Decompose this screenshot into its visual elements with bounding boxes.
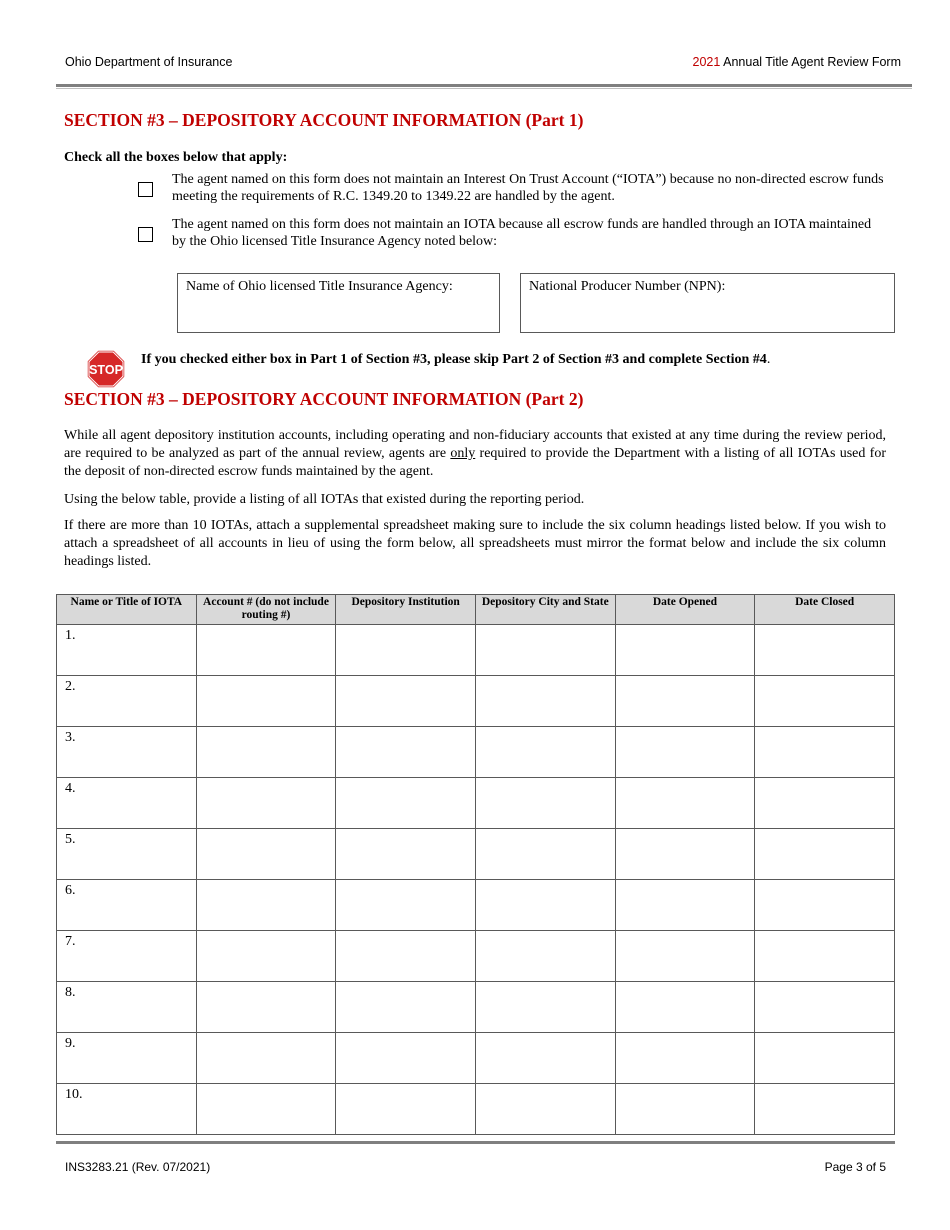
instructions-paragraph-1 <box>64 427 886 481</box>
cell-account[interactable] <box>196 829 336 880</box>
cell-city-state[interactable] <box>475 1084 615 1135</box>
section-part2-title: SECTION #3 – DEPOSITORY ACCOUNT INFORMATION (Part 2) <box>64 389 584 409</box>
cell-city-state[interactable] <box>475 880 615 931</box>
cell-date-opened[interactable] <box>615 1084 755 1135</box>
row-number: 8. <box>65 985 76 1000</box>
row-number: 7. <box>65 934 76 949</box>
col-header-date-closed: Date Closed <box>755 595 895 625</box>
cell-city-state[interactable] <box>475 829 615 880</box>
iota-table-body <box>57 625 895 1135</box>
cell-institution[interactable] <box>336 1084 476 1135</box>
cell-institution[interactable] <box>336 778 476 829</box>
row-number: 4. <box>65 781 76 796</box>
row-number: 3. <box>65 730 76 745</box>
para1-after: required to provide the Department with a listing of all IOTAs used for the deposit of non-directed escrow funds maintained by the agent. <box>64 446 886 479</box>
header-form-title <box>693 55 901 69</box>
cell-institution[interactable] <box>336 1033 476 1084</box>
col-header-date-opened: Date Opened <box>615 595 755 625</box>
table-row <box>57 880 895 931</box>
stop-notice <box>141 352 770 368</box>
cell-date-closed[interactable] <box>755 982 895 1033</box>
table-row <box>57 676 895 727</box>
no-iota-checkbox[interactable] <box>138 182 153 197</box>
instructions-paragraph-3: If there are more than 10 IOTAs, attach a supplemental spreadsheet making sure to include the six column headings listed below. If you wish to attach a spreadsheet of all accounts in lieu of using the form below, all spreadsheets must mirror the format below and include the six column headings listed. <box>64 518 886 569</box>
iota-table-header-row <box>57 595 895 625</box>
cell-account[interactable] <box>196 625 336 676</box>
cell-account[interactable] <box>196 982 336 1033</box>
cell-date-opened[interactable] <box>615 778 755 829</box>
col-header-city-state: Depository City and State <box>475 595 615 625</box>
cell-date-opened[interactable] <box>615 727 755 778</box>
cell-city-state[interactable] <box>475 931 615 982</box>
cell-name[interactable] <box>57 931 197 982</box>
cell-account[interactable] <box>196 880 336 931</box>
row-number: 2. <box>65 679 76 694</box>
cell-institution[interactable] <box>336 829 476 880</box>
header-form-year: 2021 <box>692 55 721 69</box>
cell-account[interactable] <box>196 676 336 727</box>
cell-date-opened[interactable] <box>615 931 755 982</box>
cell-name[interactable] <box>57 880 197 931</box>
cell-date-opened[interactable] <box>615 982 755 1033</box>
cell-name[interactable] <box>57 829 197 880</box>
stop-sign-graphic <box>86 349 126 389</box>
instructions-paragraph-2: Using the below table, provide a listing of all IOTAs that existed during the reporting period. <box>64 492 585 507</box>
para1-before: While all agent depository institution accounts, including operating and non-fiduciary accounts that existed at any time during the review period, are required to be analyzed as part of the annual review, agents are <box>64 428 886 461</box>
iota-table <box>56 594 895 1135</box>
agency-iota-checkbox-text: The agent named on this form does not maintain an IOTA because all escrow funds are handled through an IOTA maintained by the Ohio licensed Title Insurance Agency noted below: <box>172 217 872 249</box>
cell-date-closed[interactable] <box>755 880 895 931</box>
cell-name[interactable] <box>57 625 197 676</box>
cell-city-state[interactable] <box>475 625 615 676</box>
cell-institution[interactable] <box>336 982 476 1033</box>
cell-institution[interactable] <box>336 880 476 931</box>
cell-city-state[interactable] <box>475 982 615 1033</box>
agency-iota-checkbox[interactable] <box>138 227 153 242</box>
no-iota-checkbox-text: The agent named on this form does not maintain an Interest On Trust Account (“IOTA”) because no non-directed escrow funds meeting the requirements of R.C. 1349.20 to 1349.22 are handled by the agent. <box>172 172 884 204</box>
footer-page-number: Page 3 of 5 <box>824 1160 886 1174</box>
agency-name-field[interactable] <box>177 273 500 333</box>
cell-account[interactable] <box>196 1084 336 1135</box>
table-row <box>57 778 895 829</box>
cell-date-closed[interactable] <box>755 931 895 982</box>
cell-date-opened[interactable] <box>615 1033 755 1084</box>
cell-name[interactable] <box>57 727 197 778</box>
header-form-name: Annual Title Agent Review Form <box>723 55 901 69</box>
cell-city-state[interactable] <box>475 676 615 727</box>
agency-name-field-label: Name of Ohio licensed Title Insurance Agency: <box>186 279 453 294</box>
stop-sign-text: STOP <box>89 363 123 377</box>
cell-name[interactable] <box>57 1084 197 1135</box>
cell-date-opened[interactable] <box>615 676 755 727</box>
cell-institution[interactable] <box>336 676 476 727</box>
table-row <box>57 727 895 778</box>
npn-field-label: National Producer Number (NPN): <box>529 279 726 294</box>
row-number: 10. <box>65 1087 83 1102</box>
col-header-institution: Depository Institution <box>336 595 476 625</box>
table-row <box>57 931 895 982</box>
header-department: Ohio Department of Insurance <box>65 55 233 69</box>
cell-date-opened[interactable] <box>615 829 755 880</box>
cell-date-opened[interactable] <box>615 880 755 931</box>
header-divider <box>56 84 912 87</box>
para1-underlined: only <box>450 446 476 461</box>
cell-account[interactable] <box>196 778 336 829</box>
cell-city-state[interactable] <box>475 727 615 778</box>
stop-notice-text: If you checked either box in Part 1 of Section #3, please skip Part 2 of Section #3 and complete Section #4 <box>141 352 767 367</box>
cell-account[interactable] <box>196 727 336 778</box>
npn-field[interactable] <box>520 273 895 333</box>
col-header-account: Account # (do not include routing #) <box>196 595 336 625</box>
cell-account[interactable] <box>196 931 336 982</box>
cell-date-closed[interactable] <box>755 625 895 676</box>
cell-date-closed[interactable] <box>755 1084 895 1135</box>
cell-city-state[interactable] <box>475 778 615 829</box>
footer-divider <box>56 1141 895 1144</box>
table-row <box>57 982 895 1033</box>
cell-institution[interactable] <box>336 625 476 676</box>
cell-name[interactable] <box>57 1033 197 1084</box>
cell-date-closed[interactable] <box>755 676 895 727</box>
cell-date-closed[interactable] <box>755 727 895 778</box>
row-number: 6. <box>65 883 76 898</box>
table-row <box>57 1033 895 1084</box>
cell-date-closed[interactable] <box>755 829 895 880</box>
col-header-name: Name or Title of IOTA <box>57 595 197 625</box>
cell-account[interactable] <box>196 1033 336 1084</box>
row-number: 9. <box>65 1036 76 1051</box>
cell-name[interactable] <box>57 676 197 727</box>
table-row <box>57 1084 895 1135</box>
row-number: 5. <box>65 832 76 847</box>
stop-sign-icon <box>86 349 126 389</box>
cell-date-closed[interactable] <box>755 1033 895 1084</box>
cell-date-opened[interactable] <box>615 625 755 676</box>
cell-date-closed[interactable] <box>755 778 895 829</box>
cell-name[interactable] <box>57 778 197 829</box>
row-number: 1. <box>65 628 76 643</box>
stop-notice-period: . <box>766 352 771 367</box>
check-all-label: Check all the boxes below that apply: <box>64 150 288 165</box>
header-divider-shadow <box>56 88 912 89</box>
footer-form-number: INS3283.21 (Rev. 07/2021) <box>65 1160 211 1174</box>
cell-name[interactable] <box>57 982 197 1033</box>
cell-institution[interactable] <box>336 727 476 778</box>
cell-institution[interactable] <box>336 931 476 982</box>
table-row <box>57 625 895 676</box>
section-part1-title: SECTION #3 – DEPOSITORY ACCOUNT INFORMATION (Part 1) <box>64 110 584 130</box>
cell-city-state[interactable] <box>475 1033 615 1084</box>
table-row <box>57 829 895 880</box>
